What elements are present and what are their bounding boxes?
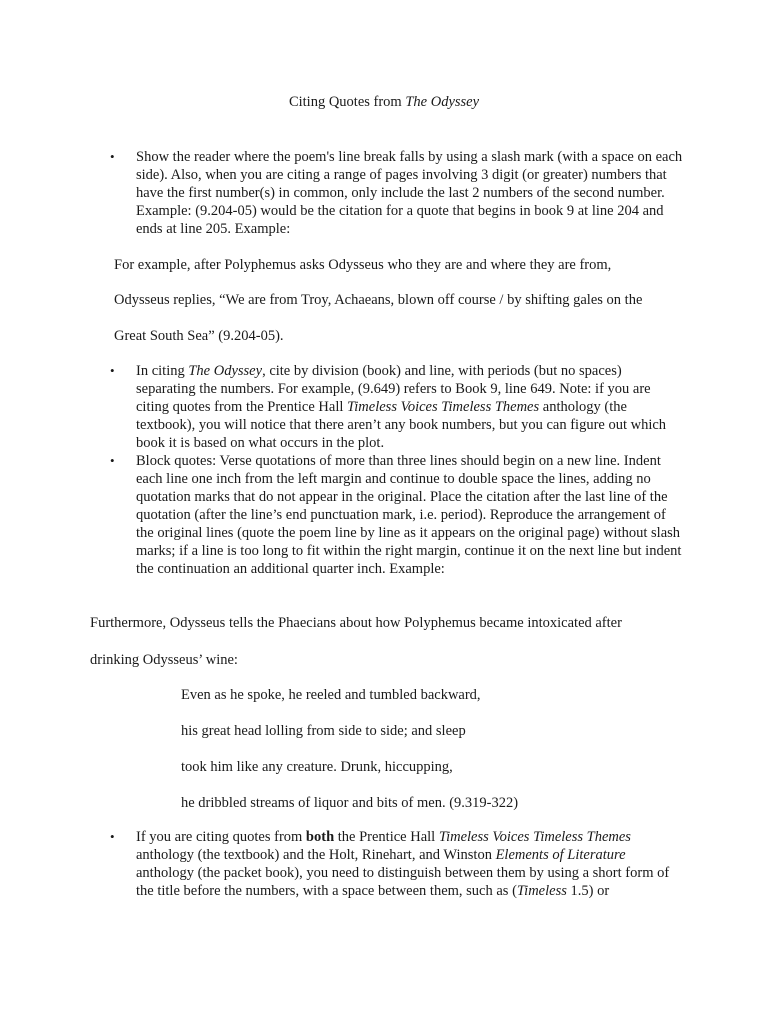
title-prefix: Citing Quotes from: [288, 94, 406, 110]
verse-line: his great head lolling from side to side; and sleep: [181, 723, 466, 739]
bullet-text-italic: The Odyssey: [188, 363, 263, 379]
bullet-text-post: anthology (the textbook), you will notice that there aren’t any book numbers, but you can figure out which book it is based on what occurs in the plot.: [136, 399, 667, 451]
bullet-text-bold: both: [305, 829, 335, 845]
bullet-item-both-anthologies: [110, 828, 684, 900]
title-italic: The Odyssey: [405, 94, 480, 110]
bullet-text-italic: Timeless Voices Timeless Themes: [438, 829, 631, 845]
example-paragraph-line: For example, after Polyphemus asks Odysseus who they are and where they are from,: [114, 257, 612, 273]
bullet-text: Show the reader where the poem's line break falls by using a slash mark (with a space on each side). Also, when you are citing a range of pages involving 3 digit (or greater) numbers that have the first number(s) in common, only include the last 2 numbers of the second number. Example: (9.204-05) would be the citation for a quote that begins in book 9 at line 204 and ends at line 205. Example:: [136, 149, 683, 237]
verse-line: he dribbled streams of liquor and bits of men. (9.319-322): [181, 795, 519, 811]
bullet-text-italic: Timeless Voices Timeless Themes: [347, 399, 540, 415]
bullet-icon: •: [110, 453, 115, 468]
bullet-text-pre: If you are citing quotes from: [136, 829, 306, 845]
bullet-text: Block quotes: Verse quotations of more than three lines should begin on a new line. Indent each line one inch from the left margin and continue to double space the lines, adding no quotation marks that do not appear in the original. Place the citation after the last line of the quotation (after the line’s end punctuation mark, i.e. period). Reproduce the arrangement of the original lines (quote the poem line by line as it appears on the original page) without slash marks; if a line is too long to fit within the right margin, continue it on the next line but indent the continuation an additional quarter inch. Example:: [136, 453, 682, 577]
bullet-icon: •: [110, 363, 115, 378]
bullet-text-mid: , cite by division (book) and line, with periods (but no spaces) separating the numbers. For example, (9.649) refers to Book 9, line 649. Note: if you are citing quotes from the Prentice Hall: [136, 363, 651, 415]
bullet-icon: •: [110, 829, 115, 844]
page-title: [0, 92, 768, 112]
bullet-text-post: 1.5) or: [566, 883, 610, 899]
bullet-item-block-quotes: [110, 452, 684, 578]
bullet-item-citation-format: [110, 362, 684, 452]
bullet-text-italic: Elements of Literature: [495, 847, 626, 863]
bullet-text-italic: Timeless: [516, 883, 567, 899]
bullet-icon: •: [110, 149, 115, 164]
example-paragraph-line: Great South Sea” (9.204-05).: [114, 328, 284, 344]
bullet-text-pre: In citing: [136, 363, 189, 379]
example-paragraph-line: Furthermore, Odysseus tells the Phaecians about how Polyphemus became intoxicated after: [90, 615, 622, 631]
example-paragraph-line: drinking Odysseus’ wine:: [90, 652, 238, 668]
bullet-item-line-break: [110, 148, 684, 238]
bullet-text-mid: the Prentice Hall: [334, 829, 439, 845]
verse-line: took him like any creature. Drunk, hiccupping,: [181, 759, 453, 775]
bullet-text-mid: anthology (the textbook) and the Holt, Rinehart, and Winston: [136, 847, 496, 863]
bullet-text-mid: anthology (the packet book), you need to distinguish between them by using a short form of the title before the numbers, with a space between them, such as (: [136, 865, 670, 899]
verse-line: Even as he spoke, he reeled and tumbled backward,: [181, 687, 481, 703]
example-paragraph-line: Odysseus replies, “We are from Troy, Achaeans, blown off course / by shifting gales on the: [114, 292, 643, 308]
